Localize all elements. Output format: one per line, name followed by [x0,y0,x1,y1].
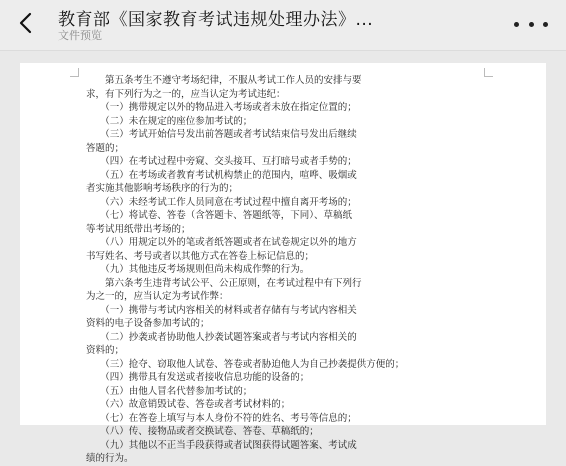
document-line: （九）其他违反考场规则但尚未构成作弊的行为。 [86,264,310,275]
document-line: （八）传、接物品或者交换试卷、答卷、草稿纸的； [86,426,319,437]
page-subtitle: 文件预览 [58,29,102,42]
document-line: （九）其他以不正当手段获得或者试图获得试题答案、考试成 [86,439,357,451]
more-horizontal-icon [529,22,534,27]
more-button[interactable] [514,16,548,32]
document-line: （五）由他人冒名代替参加考试的； [86,385,253,397]
more-horizontal-icon [514,22,519,27]
document-line: （七）将试卷、答卷（含答题卡、答题纸等，下同）、草稿纸 [86,210,353,221]
chevron-left-icon [18,12,32,34]
document-line: （四）携带具有发送或者接收信息功能的设备的； [86,372,310,383]
crop-mark [70,68,79,77]
document-page[interactable] [20,63,546,464]
document-line: 绩的行为。 [86,453,134,464]
document-line: （八）用规定以外的笔或者纸答题或者在试卷规定以外的地方 [86,237,357,248]
document-line: （二）未在规定的座位参加考试的； [86,115,253,127]
document-line: 者实施其他影响考场秩序的行为的； [86,183,239,194]
document-line: 第五条考生不遵守考场纪律，不服从考试工作人员的安排与要 [86,75,362,86]
document-line: （一）携带与考试内容相关的材料或者存储有与考试内容相关 [86,304,357,316]
document-line: （四）在考试过程中旁窥、交头接耳、互打暗号或者手势的； [86,156,357,167]
document-line: （一）携带规定以外的物品进入考场或者未放在指定位置的； [86,102,357,113]
document-line: （三）抢夺、窃取他人试卷、答卷或者胁迫他人为自己抄袭提供方便的； [86,358,405,370]
more-horizontal-icon [543,22,548,27]
document-line: 为之一的，应当认定为考试作弊： [86,291,229,302]
document-line: 答题的； [86,142,125,154]
page-title: 教育部《国家教育考试违规处理办法》... [58,10,374,30]
document-line: 资料的电子设备参加考试的； [86,318,210,329]
document-line: （三）考试开始信号发出前答题或者考试结束信号发出后继续 [86,129,357,140]
document-body [86,74,486,466]
document-line: （七）在答卷上填写与本人身份不符的姓名、考号等信息的； [86,412,357,424]
document-line: （六）故意销毁试卷、答卷或者考试材料的； [86,399,291,410]
document-line: 求，有下列行为之一的，应当认定为考试违纪： [86,88,286,100]
document-line: （二）抄袭或者协助他人抄袭试题答案或者与考试内容相关的 [86,331,357,343]
document-line: 书写姓名、考号或者以其他方式在答卷上标记信息的； [86,250,315,262]
top-bar [0,0,566,50]
document-line: （五）在考场或者教育考试机构禁止的范围内，喧哗、吸烟或 [86,169,357,181]
header-divider [0,50,566,51]
document-line: 第六条考生违背考试公平、公正原则，在考试过程中有下列行 [86,277,362,289]
document-line: 等考试用纸带出考场的； [86,223,191,235]
document-line: （六）未经考试工作人员同意在考试过程中擅自离开考场的； [86,196,357,208]
document-line: 资料的； [86,345,125,356]
back-button[interactable] [12,10,38,36]
